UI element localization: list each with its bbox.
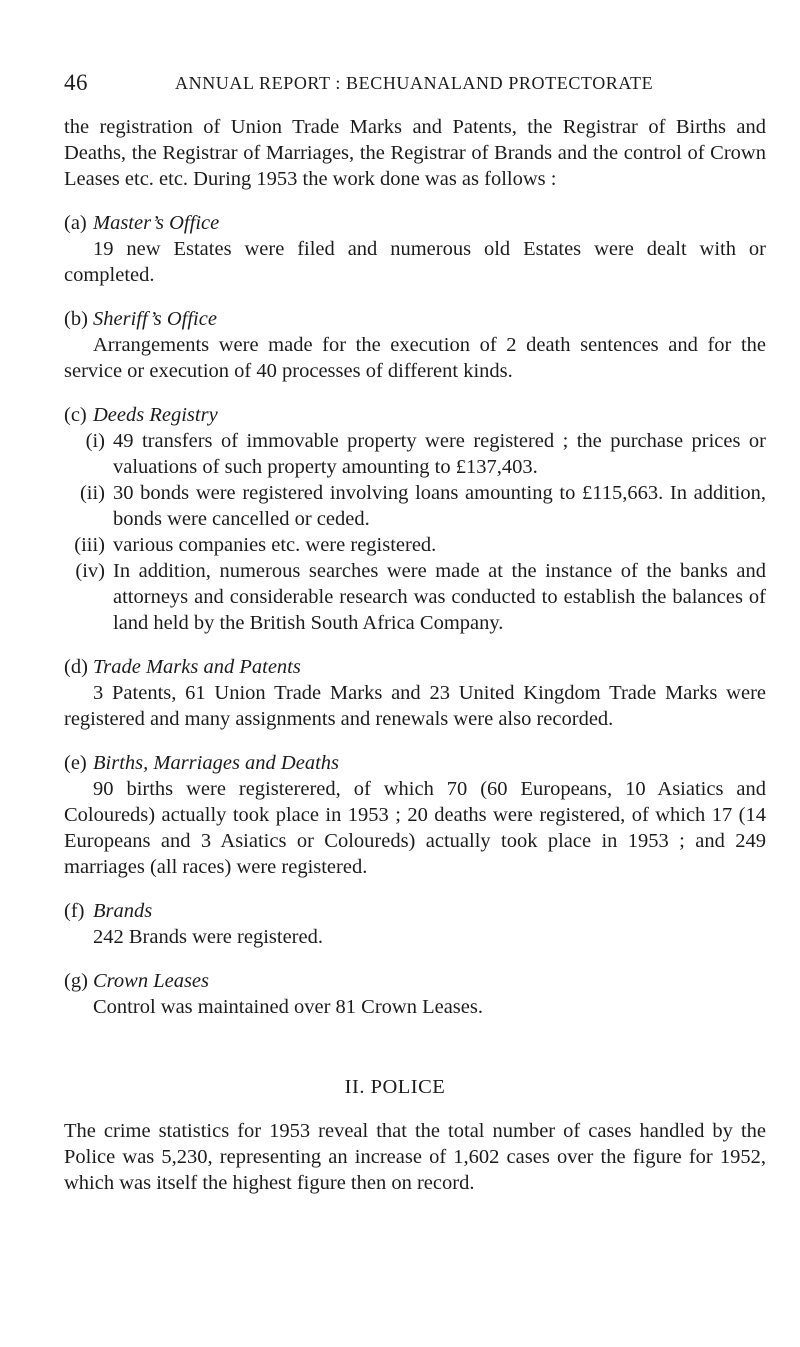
list-item-text: 49 transfers of immovable property were registered ; the purchase prices or valuations of such property amounting to £137,403. [113,430,766,478]
section-heading [64,402,766,428]
section-title: Master’s Office [93,212,220,234]
section-paragraph: 90 births were registerered, of which 70 (60 Europeans, 10 Asiatics and Coloureds) actually took place in 1953 ; 20 deaths were registered, of which 17 (14 Europeans and 3 Asiatics or Coloureds) actually took place in 1953 ; and 249 marriages (all races) were registered. [64,778,766,878]
section-title: Brands [93,900,153,922]
page-number: 46 [64,70,88,95]
section-paragraph: 3 Patents, 61 Union Trade Marks and 23 United Kingdom Trade Marks were registered and many assignments and renewals were also recorded. [64,682,766,730]
section-marker: (d) [64,656,88,678]
list-item-marker: (ii) [79,482,105,504]
section-marker: (e) [64,752,87,774]
section-heading [64,750,766,776]
section-paragraph: 19 new Estates were filed and numerous old Estates were dealt with or completed. [64,238,766,286]
section-sheriffs-office [64,306,766,384]
section-title: Sheriff’s Office [93,308,217,330]
section-heading [64,898,766,924]
section-brands [64,898,766,950]
section-marker: (c) [64,404,87,426]
list-item [64,532,766,558]
running-head: ANNUAL REPORT : BECHUANALAND PROTECTORATE [175,73,654,93]
section-marker: (g) [64,970,88,992]
section-marker: (f) [64,900,85,922]
list-item-marker: (iii) [74,534,105,556]
section-marker: (a) [64,212,87,234]
section-paragraph: Control was maintained over 81 Crown Leases. [93,996,483,1018]
police-paragraph: The crime statistics for 1953 reveal that the total number of cases handled by the Police was 5,230, representing an increase of 1,602 cases over the figure for 1952, which was itself the highest figure then on record. [64,1120,766,1194]
section-title: Deeds Registry [93,404,218,426]
section-title: Births, Marriages and Deaths [93,752,339,774]
list-item [64,558,766,636]
section-crown-leases [64,968,766,1020]
section-trade-marks [64,654,766,732]
section-paragraph: Arrangements were made for the execution of 2 death sentences and for the service or execution of 40 processes of different kinds. [64,334,766,382]
page-header [64,70,764,100]
intro-paragraph: the registration of Union Trade Marks and Patents, the Registrar of Births and Deaths, the Registrar of Marriages, the Registrar of Brands and the control of Crown Leases etc. etc. During 1953 the work done was as follows : [64,116,766,190]
section-title: Trade Marks and Patents [93,656,301,678]
section-heading [64,968,766,994]
report-body [64,114,766,1196]
section-heading [64,306,766,332]
section-heading [64,210,766,236]
police-heading: II. POLICE [344,1076,446,1098]
section-births-marriages-deaths [64,750,766,880]
list-item-text: various companies etc. were registered. [113,534,437,556]
list-item [64,428,766,480]
list-item-marker: (iv) [75,560,105,582]
section-title: Crown Leases [93,970,209,992]
list-item [64,480,766,532]
list-item-text: In addition, numerous searches were made at the instance of the banks and attorneys and considerable research was conducted to establish the balances of land held by the British South Africa Company. [113,560,766,634]
list-item-text: 30 bonds were registered involving loans amounting to £115,663. In addition, bonds were cancelled or ceded. [113,482,766,530]
deeds-registry-list [64,428,766,636]
section-masters-office [64,210,766,288]
section-heading [64,654,766,680]
list-item-marker: (i) [85,430,105,452]
section-paragraph: 242 Brands were registered. [93,926,323,948]
section-marker: (b) [64,308,88,330]
section-deeds-registry [64,402,766,636]
